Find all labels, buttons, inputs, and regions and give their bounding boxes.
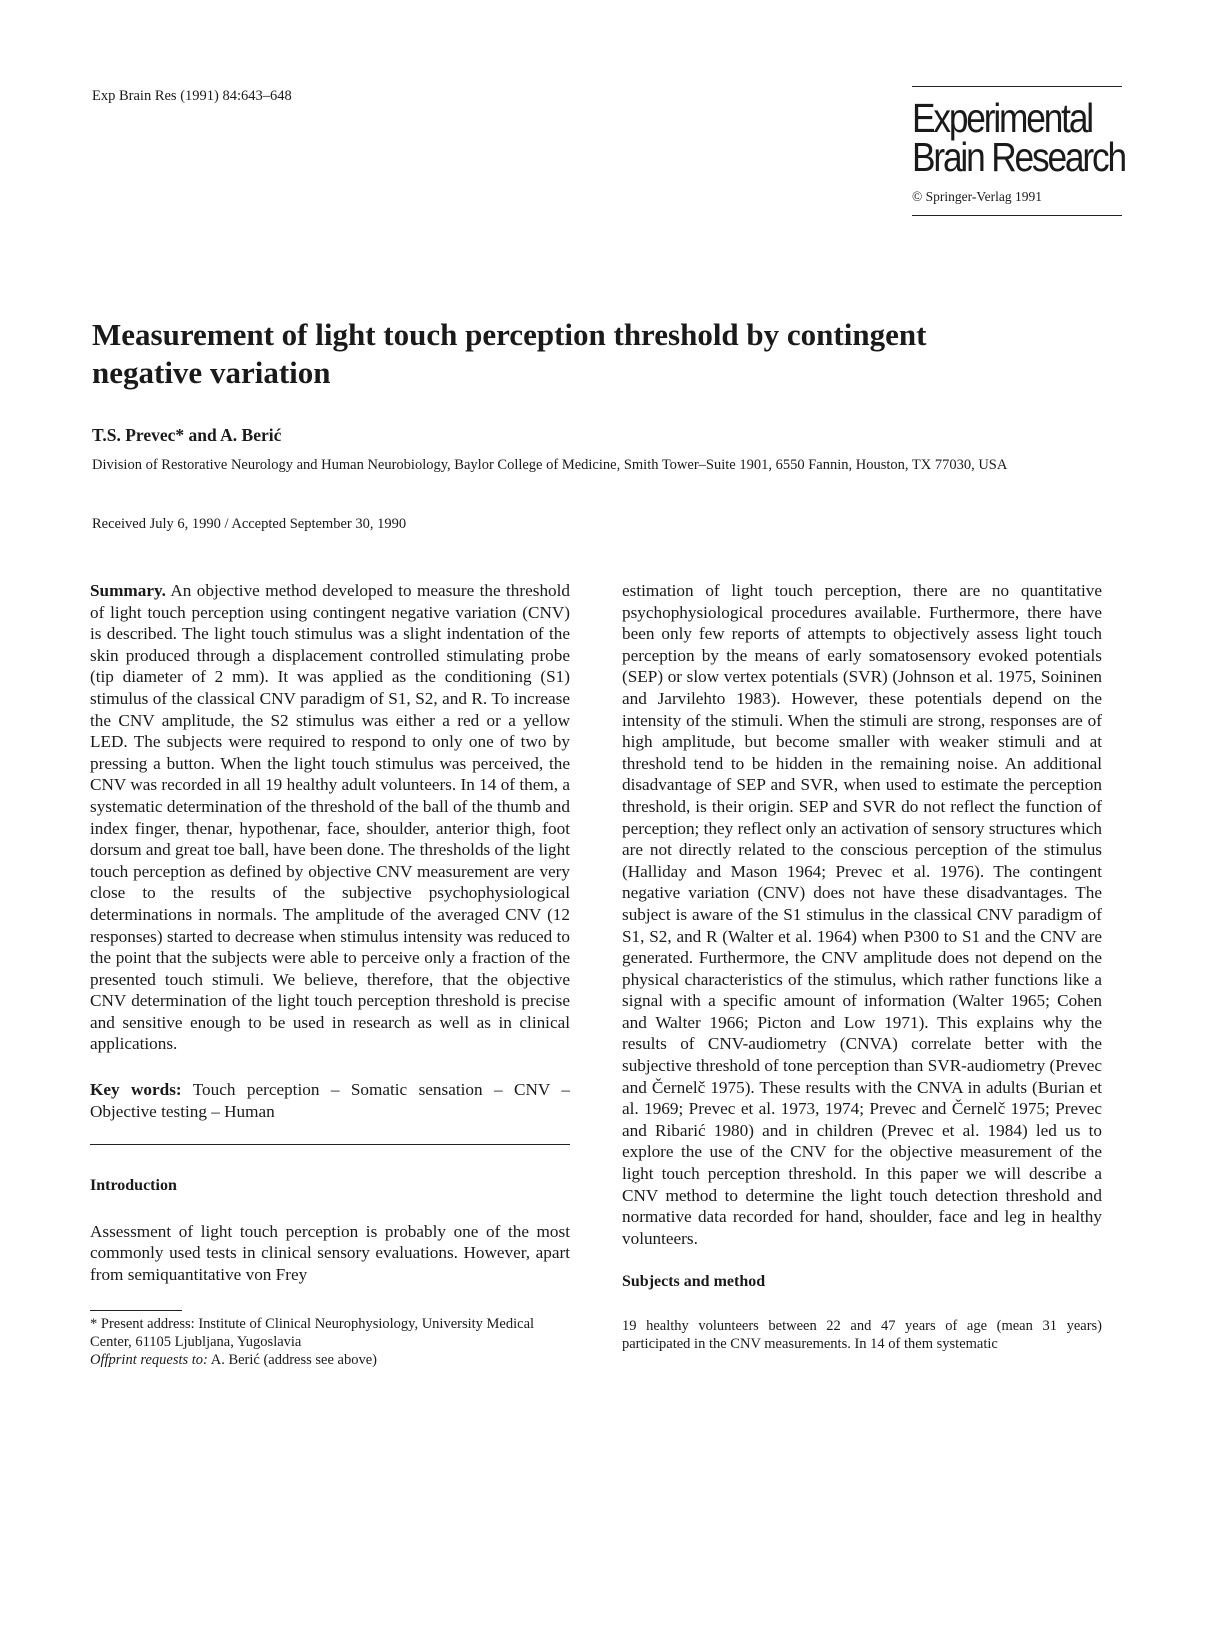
offprint-label: Offprint requests to: <box>90 1351 208 1368</box>
brand-line-2: Brain Research <box>912 134 1125 180</box>
subjects-text: 19 healthy volunteers between 22 and 47 years of age (mean 31 years) participated in the CNV measurements. In 14 of them systematic <box>622 1318 1102 1352</box>
author-affiliation: Division of Restorative Neurology and Human Neurobiology, Baylor College of Medicine, Smith Tower–Suite 1901, 6550 Fannin, Houston, TX 77030, USA <box>92 457 1008 473</box>
section-divider <box>90 1144 570 1145</box>
summary-paragraph <box>90 580 570 1055</box>
brand-line-1: Experimental <box>912 95 1092 141</box>
journal-reference: Exp Brain Res (1991) 84:643–648 <box>92 88 292 104</box>
summary-label: Summary. <box>90 581 166 600</box>
brand-bottom-rule <box>912 215 1122 216</box>
right-column <box>622 580 1102 1353</box>
offprint-text: A. Berić (address see above) <box>210 1351 377 1368</box>
subjects-heading: Subjects and method <box>622 1273 766 1291</box>
summary-text: An objective method developed to measure the threshold of light touch perception using contingent negative variation (CNV) is described. The light touch stimulus was a slight indentation of the skin produced through a displacement controlled stimulating probe (tip diameter of 2 mm). It was applied as the conditioning (S1) stimulus of the classical CNV paradigm of S1, S2, and R. To increase the CNV amplitude, the S2 stimulus was either a red or a yellow LED. The subjects were required to respond to only one of two by pressing a button. When the light touch stimulus was perceived, the CNV was recorded in all 19 healthy adult volunteers. In 14 of them, a systematic determination of the threshold of the ball of the thumb and index finger, thenar, hypothenar, face, shoulder, anterior thigh, foot dorsum and great toe ball, have been done. The thresholds of the light touch perception as defined by objective CNV measurement are very close to the results of the subjective psychophysiological determinations in normals. The amplitude of the averaged CNV (12 responses) started to decrease when stimulus intensity was reduced to the point that the subjects were able to perceive only a fraction of the presented touch stimuli. We believe, therefore, that the objective CNV determination of the light touch perception threshold is precise and sensitive enough to be used in research as well as in clinical applications. <box>90 581 570 1054</box>
introduction-text-right: estimation of light touch perception, there are no quantitative psychophysiological procedures available. Furthermore, there have been only few reports of attempts to objectively assess light touch perception by the means of early somatosensory evoked potentials (SEP) or slow vertex potentials (SVR) (Johnson et al. 1975, Soininen and Jarvilehto 1983). However, these potentials depend on the intensity of the stimuli. When the stimuli are strong, responses are of high amplitude, but become smaller with weaker stimuli and at threshold tend to be hidden in the remaining noise. An additional disadvantage of SEP and SVR, when used to estimate the perception threshold, is their origin. SEP and SVR do not reflect the function of perception; they reflect only an activation of sensory structures which are not directly related to the conscious perception of the stimulus (Halliday and Mason 1964; Prevec et al. 1976). The contingent negative variation (CNV) does not have these disadvantages. The subject is aware of the S1 stimulus in the classical CNV paradigm of S1, S2, and R (Walter et al. 1964) when P300 to S1 and the CNV are generated. Furthermore, the CNV amplitude does not depend on the physical characteristics of the stimulus, which rather functions like a signal with a specific amount of information (Walter 1965; Cohen and Walter 1966; Picton and Low 1971). This explains why the results of CNV-audiometry (CNVA) correlate better with the subjective threshold of tone perception than SVR-audiometry (Prevec and Černelč 1975). These results with the CNVA in adults (Burian et al. 1969; Prevec et al. 1973, 1974; Prevec and Černelč 1975; Prevec and Ribarić 1980) and in children (Prevec et al. 1984) led us to explore the use of the CNV for the objective measurement of the light touch perception threshold. In this paper we will describe a CNV method to determine the light touch detection threshold and normative data recorded for hand, shoulder, face and leg in healthy volunteers. <box>622 581 1102 1248</box>
footnote-offprint <box>90 1351 570 1369</box>
article-authors: T.S. Prevec* and A. Berić <box>92 425 282 445</box>
footnote-present-address: * Present address: Institute of Clinical Neurophysiology, University Medical Center, 61105 Ljubljana, Yugoslavia <box>90 1315 535 1350</box>
footnote-rule <box>90 1310 182 1311</box>
brand-logo <box>912 95 1125 180</box>
introduction-heading: Introduction <box>90 1177 177 1195</box>
received-dates: Received July 6, 1990 / Accepted September 30, 1990 <box>92 516 407 532</box>
keywords-label: Key words: <box>90 1080 182 1100</box>
left-column <box>90 580 570 1369</box>
keywords-paragraph <box>90 1079 570 1122</box>
journal-brand <box>912 86 1125 216</box>
article-title: Measurement of light touch perception threshold by contingent negative variation <box>92 317 927 390</box>
copyright-notice: © Springer-Verlag 1991 <box>912 189 1042 204</box>
introduction-text-left: Assessment of light touch perception is probably one of the most commonly used tests in clinical sensory evaluations. However, apart from semiquantitative von Frey <box>90 1221 570 1285</box>
keywords-text: Touch perception – Somatic sensation – CNV – Objective testing – Human <box>90 1080 570 1121</box>
brand-top-rule <box>912 86 1122 87</box>
